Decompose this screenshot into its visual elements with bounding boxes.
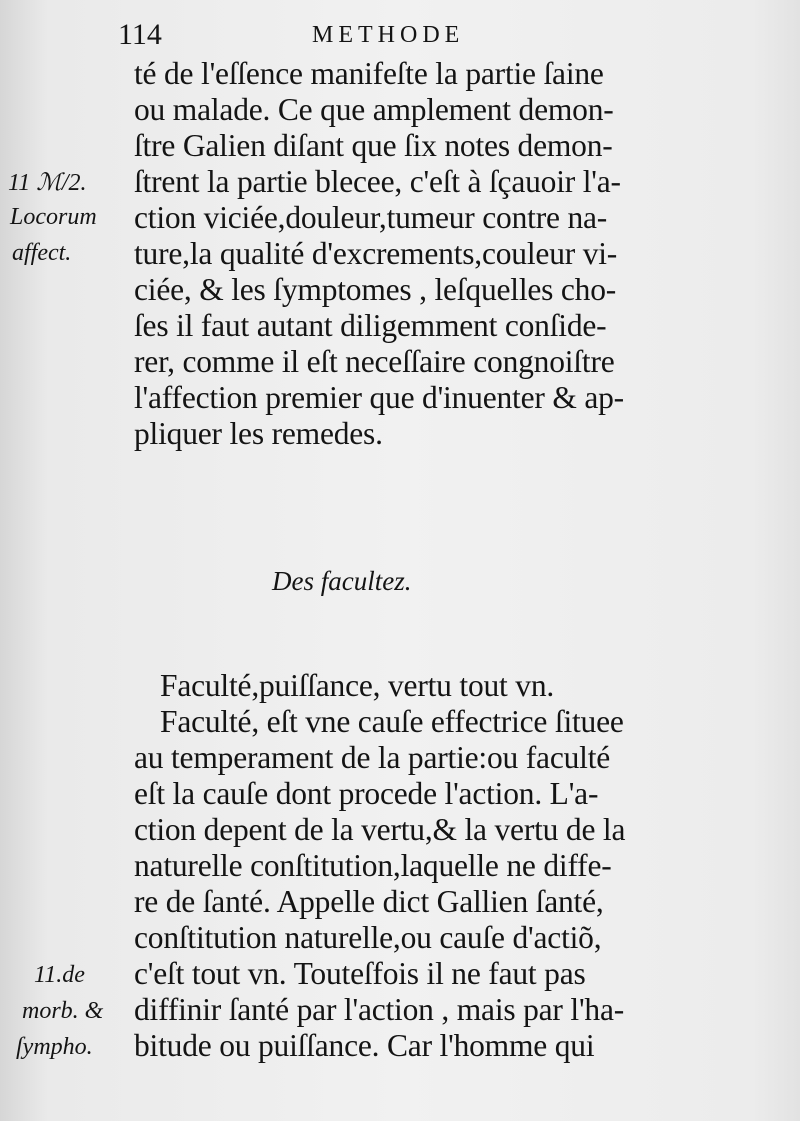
page-header [118,18,738,54]
margin-note: ſympho. [16,1034,93,1060]
margin-note: 11.de [34,962,85,988]
page-number: 114 [118,18,162,51]
text-line: ciée, & les ſymptomes , leſquelles cho- [134,272,617,307]
text-line: ſtrent la partie bleceе, c'eſt à ſçauoir l'a- [134,164,621,199]
running-title: METHODE [312,22,465,48]
text-line: naturelle conſtitution,laquelle ne diffe- [134,848,612,883]
margin-note: affect. [12,240,72,266]
text-line: rer, comme il eſt neceſſaire congnoiſtre [134,344,615,379]
margin-note: morb. & [22,998,104,1024]
text-line: Faculté, eſt vne cauſe effectrice ſituee [160,704,624,739]
text-line: ou malade. Ce que amplement demon- [134,92,614,127]
text-line: bitude ou puiſſance. Car l'homme qui [134,1028,595,1063]
text-line: diffinir ſanté par l'action , mais par l'ha- [134,992,625,1027]
text-line: ture,la qualité d'excrements,couleur vi- [134,236,618,271]
margin-note: Locorum [10,204,97,230]
text-line: ſes il faut autant diligemment conſide- [134,308,607,343]
section-heading: Des facultez. [272,566,412,596]
text-line: té de l'eſſence manifeſte la partie ſaine [134,56,604,91]
text-line: l'affection premier que d'inuenter & ap- [134,380,624,415]
text-line: ſtre Galien diſant que ſix notes demon- [134,128,613,163]
text-line: ction viciée,douleur,tumeur contre na- [134,200,608,235]
text-line: re de ſanté. Appelle dict Gallien ſanté, [134,884,604,919]
margin-note: 11 ℳ/2. [8,170,87,196]
text-line: ction depent de la vertu,& la vertu de la [134,812,626,847]
text-line: conſtitution naturelle,ou cauſe d'actiõ, [134,920,602,955]
text-line: pliquer les remedes. [134,416,383,451]
text-line: au temperament de la partie:ou faculté [134,740,611,775]
text-line: eſt la cauſe dont procede l'action. L'a- [134,776,599,811]
text-line: c'eſt tout vn. Touteſfois il ne faut pas [134,956,586,991]
text-line: Faculté,puiſſance, vertu tout vn. [160,668,555,703]
